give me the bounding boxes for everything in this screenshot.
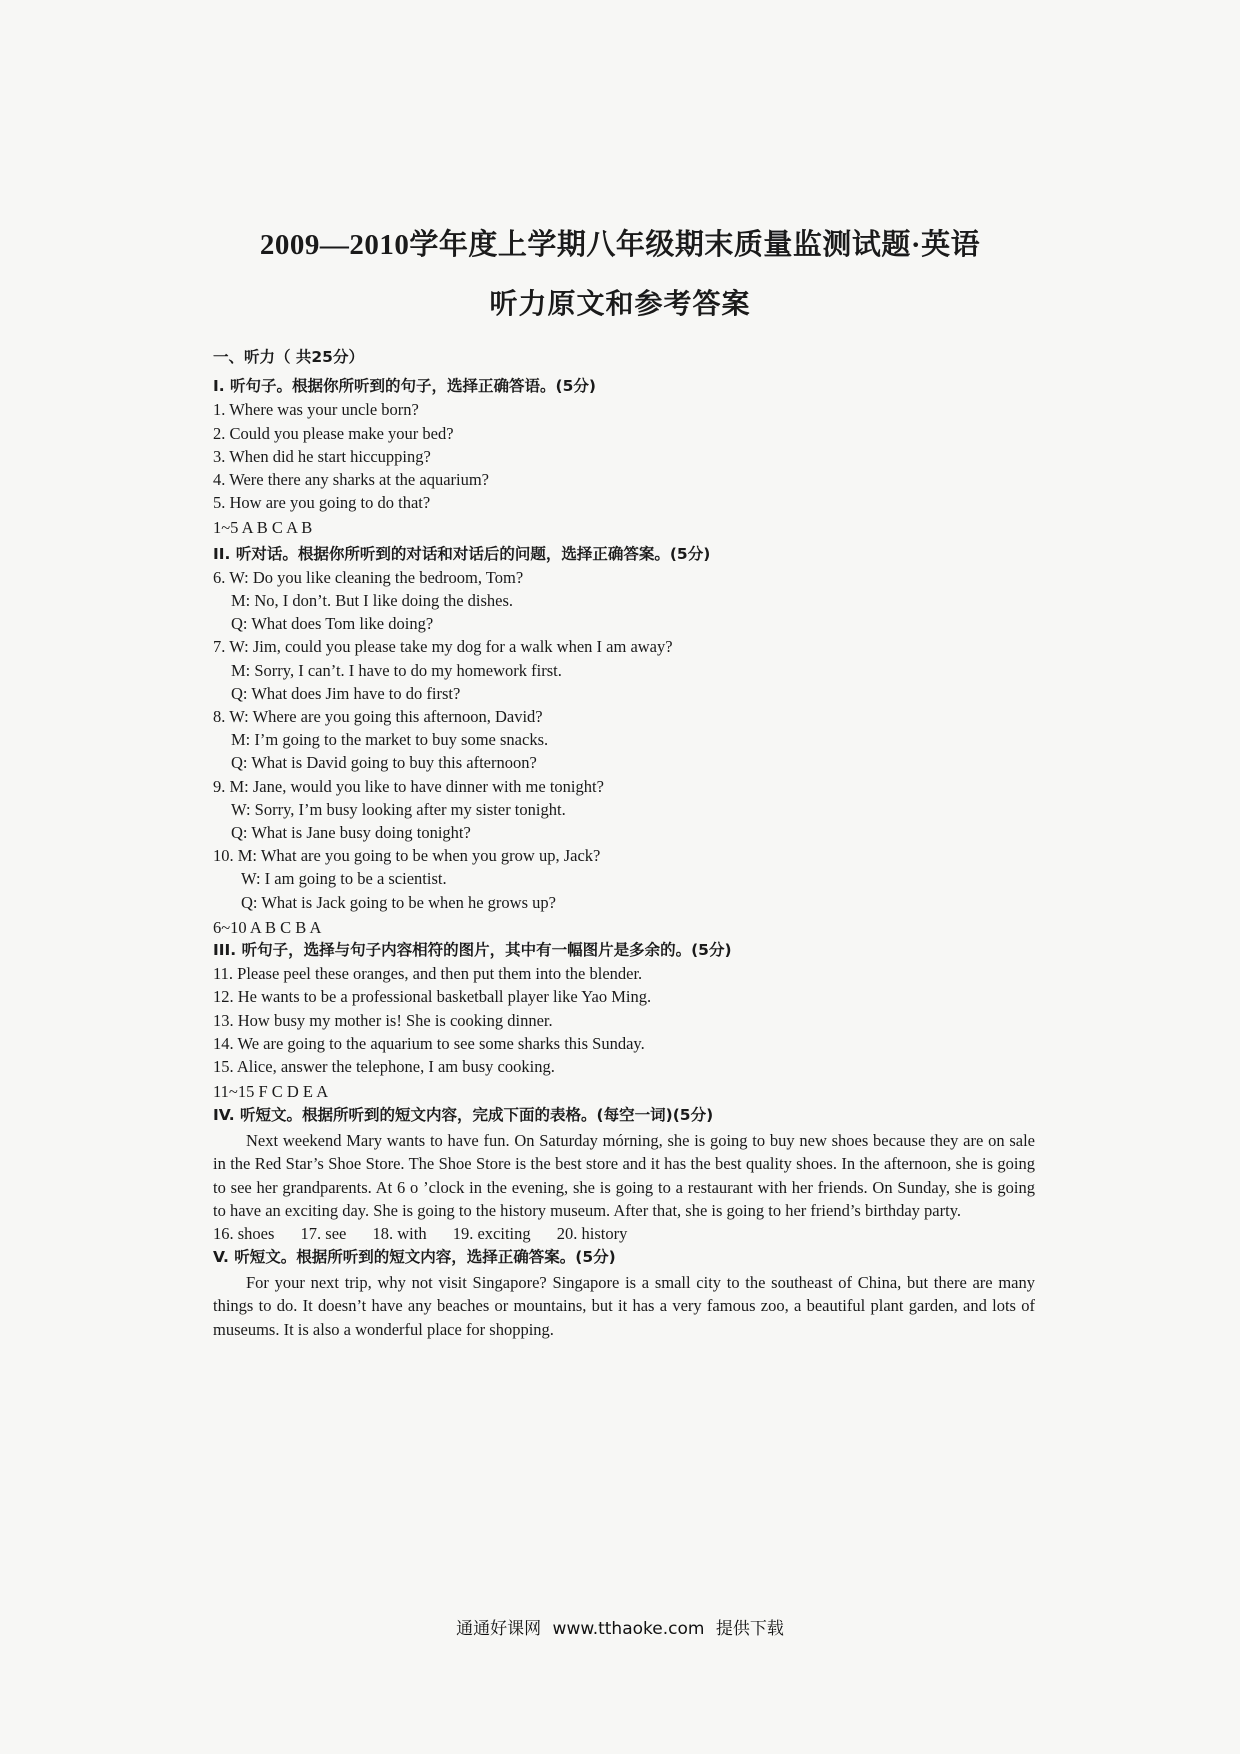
part5-heading: V. 听短文。根据所听到的短文内容，选择正确答案。(5分) bbox=[213, 1247, 616, 1266]
part5-passage: For your next trip, why not visit Singapore? Singapore is a small city to the southeast of China, but there are many things to do. It doesn’t have any beaches or mountains, but it has a very famous zoo, a beautiful plant garden, and lots of museums. It is also a wonderful place for shopping. bbox=[213, 1272, 1035, 1339]
part1-heading: I. 听句子。根据你所听到的句子，选择正确答语。(5分) bbox=[213, 377, 597, 396]
part1-item: 2. Could you please make your bed? bbox=[213, 423, 454, 443]
part4-heading: IV. 听短文。根据所听到的短文内容，完成下面的表格。(每空一词)(5分) bbox=[213, 1105, 714, 1124]
dialogue-line: M: I’m going to the market to buy some snacks. bbox=[231, 730, 549, 750]
part1-item: 1. Where was your uncle born? bbox=[213, 400, 419, 420]
part1-item: 4. Were there any sharks at the aquarium? bbox=[213, 470, 490, 490]
dialogue-line: 7. W: Jim, could you please take my dog for a walk when I am away? bbox=[213, 637, 673, 657]
part3-heading: III. 听句子，选择与句子内容相符的图片，其中有一幅图片是多余的。(5分) bbox=[213, 941, 732, 960]
part4-answer: 16. shoes bbox=[213, 1224, 275, 1244]
footer-url[interactable]: www.tthaoke.com bbox=[552, 1619, 705, 1639]
footer bbox=[0, 1614, 1240, 1639]
dialogue-line: Q: What does Tom like doing? bbox=[231, 614, 434, 634]
dialogue-line: Q: What is Jack going to be when he grows up? bbox=[241, 892, 556, 912]
dialogue-line: Q: What is David going to buy this afternoon? bbox=[231, 753, 537, 773]
part3-item: 12. He wants to be a professional basketball player like Yao Ming. bbox=[213, 987, 652, 1007]
part4-answer: 18. with bbox=[372, 1224, 427, 1244]
dialogue-line: W: I am going to be a scientist. bbox=[241, 869, 447, 889]
part2-heading: II. 听对话。根据你所听到的对话和对话后的问题，选择正确答案。(5分) bbox=[213, 544, 711, 563]
part2-answers: 6~10 A B C B A bbox=[213, 917, 322, 937]
document-subtitle: 听力原文和参考答案 bbox=[489, 289, 751, 320]
dialogue-line: Q: What is Jane busy doing tonight? bbox=[231, 823, 471, 843]
dialogue-line: 6. W: Do you like cleaning the bedroom, Tom? bbox=[213, 567, 524, 587]
dialogue-line: M: Sorry, I can’t. I have to do my homework first. bbox=[231, 660, 562, 680]
part1-answers: 1~5 A B C A B bbox=[213, 518, 313, 538]
part3-answers: 11~15 F C D E A bbox=[213, 1082, 329, 1102]
dialogue-line: 10. M: What are you going to be when you grow up, Jack? bbox=[213, 846, 601, 866]
part1-item: 5. How are you going to do that? bbox=[213, 493, 431, 513]
section-heading: 一、听力（ 共25分） bbox=[213, 348, 364, 366]
dialogue-line: M: No, I don’t. But I like doing the dishes. bbox=[231, 591, 514, 611]
dialogue-line: W: Sorry, I’m busy looking after my sister tonight. bbox=[231, 799, 566, 819]
dialogue-line: 9. M: Jane, would you like to have dinner with me tonight? bbox=[213, 776, 604, 796]
part4-answer: 17. see bbox=[300, 1224, 347, 1244]
dialogue-line: 8. W: Where are you going this afternoon, David? bbox=[213, 707, 543, 727]
part4-answer: 19. exciting bbox=[452, 1224, 531, 1244]
footer-site-name: 通通好课网 bbox=[456, 1619, 542, 1639]
footer-note: 提供下载 bbox=[715, 1619, 784, 1639]
dialogue-line: Q: What does Jim have to do first? bbox=[231, 683, 461, 703]
part1-item: 3. When did he start hiccupping? bbox=[213, 446, 431, 466]
document-body bbox=[213, 338, 1035, 1341]
part4-answer: 20. history bbox=[556, 1224, 628, 1244]
document-title: 2009—2010学年度上学期八年级期末质量监测试题·英语 bbox=[259, 229, 981, 261]
part4-answers bbox=[213, 1222, 1035, 1245]
part3-item: 13. How busy my mother is! She is cooking dinner. bbox=[213, 1010, 553, 1030]
part3-item: 11. Please peel these oranges, and then put them into the blender. bbox=[213, 964, 643, 984]
part3-item: 14. We are going to the aquarium to see some sharks this Sunday. bbox=[213, 1033, 645, 1053]
part4-passage: Next weekend Mary wants to have fun. On Saturday mórning, she is going to buy new shoes because they are on sale in the Red Star’s Shoe Store. The Shoe Store is the best store and it has the best quality shoes. In the afternoon, she is going to see her grandparents. At 6 o ’clock in the evening, she is going to a restaurant with her friends. On Sunday, she is going to have an exciting day. She is going to the history museum. After that, she is going to her friend’s birthday party. bbox=[213, 1130, 1035, 1220]
part3-item: 15. Alice, answer the telephone, I am busy cooking. bbox=[213, 1057, 555, 1077]
